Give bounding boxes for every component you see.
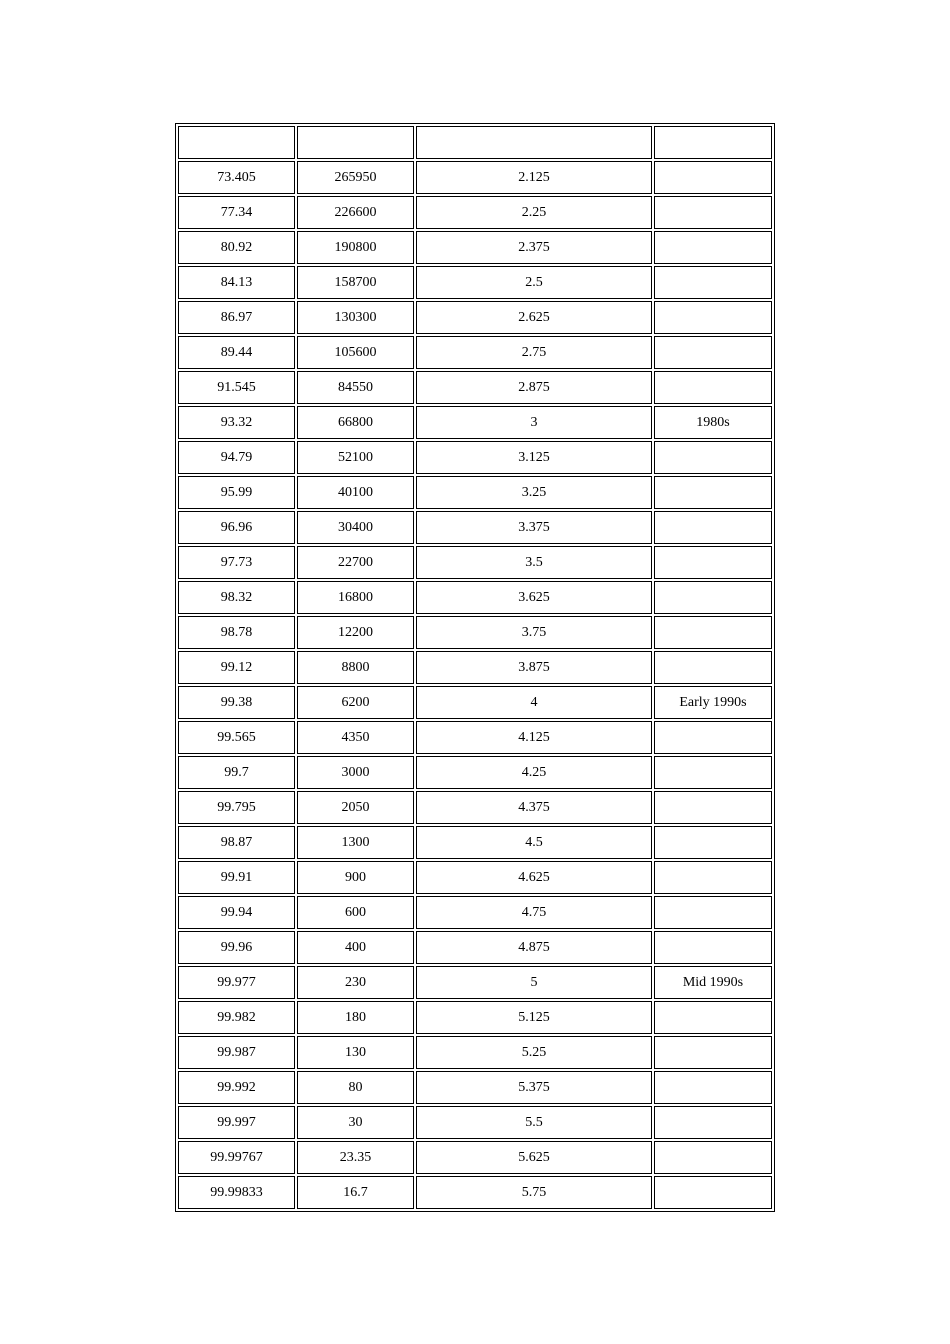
table-cell: 3.125 bbox=[416, 441, 652, 474]
table-cell: 2.5 bbox=[416, 266, 652, 299]
table-cell: 4.625 bbox=[416, 861, 652, 894]
table-cell: 3000 bbox=[297, 756, 414, 789]
table-cell: 265950 bbox=[297, 161, 414, 194]
table-row bbox=[178, 966, 772, 999]
table-cell bbox=[654, 896, 772, 929]
table-cell: 2.625 bbox=[416, 301, 652, 334]
table-cell: 900 bbox=[297, 861, 414, 894]
table-cell: 105600 bbox=[297, 336, 414, 369]
table-row bbox=[178, 686, 772, 719]
table-row bbox=[178, 1176, 772, 1209]
table-cell: 30400 bbox=[297, 511, 414, 544]
table-cell: 89.44 bbox=[178, 336, 295, 369]
table-row bbox=[178, 616, 772, 649]
table-cell bbox=[654, 1141, 772, 1174]
table-cell bbox=[654, 476, 772, 509]
table-cell: 80.92 bbox=[178, 231, 295, 264]
table-row bbox=[178, 476, 772, 509]
table-cell: 2.875 bbox=[416, 371, 652, 404]
table-cell bbox=[654, 931, 772, 964]
table-cell bbox=[654, 826, 772, 859]
table-cell: 4.75 bbox=[416, 896, 652, 929]
table-cell bbox=[654, 1176, 772, 1209]
table-cell: 3.375 bbox=[416, 511, 652, 544]
table-cell: 130300 bbox=[297, 301, 414, 334]
table-cell: 97.73 bbox=[178, 546, 295, 579]
table-cell: 5.625 bbox=[416, 1141, 652, 1174]
table-cell bbox=[654, 861, 772, 894]
table-row bbox=[178, 826, 772, 859]
table-cell: 99.7 bbox=[178, 756, 295, 789]
table-cell: 99.982 bbox=[178, 1001, 295, 1034]
table-cell: 4.375 bbox=[416, 791, 652, 824]
table-row bbox=[178, 161, 772, 194]
header-cell bbox=[654, 126, 772, 159]
table-cell: 2.125 bbox=[416, 161, 652, 194]
table-cell: 230 bbox=[297, 966, 414, 999]
table-cell bbox=[654, 196, 772, 229]
table-cell: 4.875 bbox=[416, 931, 652, 964]
table-cell: 96.96 bbox=[178, 511, 295, 544]
table-row bbox=[178, 546, 772, 579]
table-cell: 99.795 bbox=[178, 791, 295, 824]
table-cell bbox=[654, 301, 772, 334]
table-row bbox=[178, 1106, 772, 1139]
table-cell bbox=[654, 616, 772, 649]
table-cell bbox=[654, 651, 772, 684]
table-cell: 6200 bbox=[297, 686, 414, 719]
table-cell bbox=[654, 161, 772, 194]
table-cell: 77.34 bbox=[178, 196, 295, 229]
table-row bbox=[178, 511, 772, 544]
table-row bbox=[178, 791, 772, 824]
table-cell: 66800 bbox=[297, 406, 414, 439]
table-cell bbox=[654, 1106, 772, 1139]
table-cell bbox=[654, 721, 772, 754]
table-cell: 52100 bbox=[297, 441, 414, 474]
table-cell: 99.565 bbox=[178, 721, 295, 754]
table-cell: 22700 bbox=[297, 546, 414, 579]
table-cell bbox=[654, 756, 772, 789]
table-row bbox=[178, 1141, 772, 1174]
table-cell: 99.12 bbox=[178, 651, 295, 684]
header-cell bbox=[297, 126, 414, 159]
table-cell: 3.875 bbox=[416, 651, 652, 684]
table-row bbox=[178, 861, 772, 894]
table-cell: 40100 bbox=[297, 476, 414, 509]
table-cell: 99.38 bbox=[178, 686, 295, 719]
table-cell: 4350 bbox=[297, 721, 414, 754]
table-cell: 98.32 bbox=[178, 581, 295, 614]
table-cell: 93.32 bbox=[178, 406, 295, 439]
table-cell bbox=[654, 1071, 772, 1104]
table-cell bbox=[654, 1001, 772, 1034]
table-cell: 190800 bbox=[297, 231, 414, 264]
table-cell: 30 bbox=[297, 1106, 414, 1139]
table-cell bbox=[654, 266, 772, 299]
table-cell: 226600 bbox=[297, 196, 414, 229]
table-row bbox=[178, 231, 772, 264]
table-cell: 99.977 bbox=[178, 966, 295, 999]
table-cell: 2050 bbox=[297, 791, 414, 824]
table-cell: Early 1990s bbox=[654, 686, 772, 719]
table-row bbox=[178, 196, 772, 229]
table-cell: 99.997 bbox=[178, 1106, 295, 1139]
table-row bbox=[178, 721, 772, 754]
table-cell: 4.125 bbox=[416, 721, 652, 754]
table-cell: 600 bbox=[297, 896, 414, 929]
table-cell: 3 bbox=[416, 406, 652, 439]
table-row bbox=[178, 651, 772, 684]
table-cell: 180 bbox=[297, 1001, 414, 1034]
table-cell bbox=[654, 581, 772, 614]
table-row bbox=[178, 1036, 772, 1069]
table-cell: 80 bbox=[297, 1071, 414, 1104]
table-cell: 99.91 bbox=[178, 861, 295, 894]
table-row bbox=[178, 266, 772, 299]
table-row bbox=[178, 896, 772, 929]
table-cell bbox=[654, 371, 772, 404]
table-row bbox=[178, 756, 772, 789]
header-cell bbox=[416, 126, 652, 159]
table-cell: 95.99 bbox=[178, 476, 295, 509]
table-row bbox=[178, 581, 772, 614]
table-cell: 1300 bbox=[297, 826, 414, 859]
table-cell: 84.13 bbox=[178, 266, 295, 299]
table-cell: 2.375 bbox=[416, 231, 652, 264]
table-cell: 3.25 bbox=[416, 476, 652, 509]
table-cell: 5.125 bbox=[416, 1001, 652, 1034]
table-cell: 91.545 bbox=[178, 371, 295, 404]
table-cell: 99.99767 bbox=[178, 1141, 295, 1174]
table-row bbox=[178, 336, 772, 369]
table-cell: 3.5 bbox=[416, 546, 652, 579]
table-cell bbox=[654, 441, 772, 474]
table-cell: 16800 bbox=[297, 581, 414, 614]
table-row bbox=[178, 1001, 772, 1034]
table-cell: 3.625 bbox=[416, 581, 652, 614]
table-cell: 400 bbox=[297, 931, 414, 964]
table-cell: 5.75 bbox=[416, 1176, 652, 1209]
table-cell: 2.25 bbox=[416, 196, 652, 229]
table-cell: 4 bbox=[416, 686, 652, 719]
table-cell bbox=[654, 1036, 772, 1069]
table-cell bbox=[654, 336, 772, 369]
table-cell: 99.94 bbox=[178, 896, 295, 929]
table-row bbox=[178, 1071, 772, 1104]
table-cell: 16.7 bbox=[297, 1176, 414, 1209]
table-cell: 99.992 bbox=[178, 1071, 295, 1104]
table-cell: 1980s bbox=[654, 406, 772, 439]
table-cell: 12200 bbox=[297, 616, 414, 649]
table-cell: 73.405 bbox=[178, 161, 295, 194]
table-row bbox=[178, 931, 772, 964]
table-cell bbox=[654, 511, 772, 544]
table-row bbox=[178, 301, 772, 334]
table-cell: 5.5 bbox=[416, 1106, 652, 1139]
table-cell: 8800 bbox=[297, 651, 414, 684]
table-cell: 5 bbox=[416, 966, 652, 999]
table-cell: 5.375 bbox=[416, 1071, 652, 1104]
table-cell: 98.87 bbox=[178, 826, 295, 859]
table-cell: 84550 bbox=[297, 371, 414, 404]
table-cell: 4.25 bbox=[416, 756, 652, 789]
table-row bbox=[178, 441, 772, 474]
data-table bbox=[175, 123, 775, 1212]
table-cell bbox=[654, 546, 772, 579]
table-cell bbox=[654, 231, 772, 264]
table-cell: 2.75 bbox=[416, 336, 652, 369]
table-row bbox=[178, 371, 772, 404]
table-cell: 4.5 bbox=[416, 826, 652, 859]
table-cell: 3.75 bbox=[416, 616, 652, 649]
table-cell: 99.96 bbox=[178, 931, 295, 964]
table-cell bbox=[654, 791, 772, 824]
table-cell: 5.25 bbox=[416, 1036, 652, 1069]
table-row bbox=[178, 406, 772, 439]
table-cell: 99.99833 bbox=[178, 1176, 295, 1209]
table-cell: 98.78 bbox=[178, 616, 295, 649]
table-cell: 94.79 bbox=[178, 441, 295, 474]
header-cell bbox=[178, 126, 295, 159]
table-cell: 158700 bbox=[297, 266, 414, 299]
table-cell: Mid 1990s bbox=[654, 966, 772, 999]
table-body bbox=[178, 126, 772, 1209]
table-cell: 99.987 bbox=[178, 1036, 295, 1069]
table-cell: 86.97 bbox=[178, 301, 295, 334]
table-header-row bbox=[178, 126, 772, 159]
table-cell: 130 bbox=[297, 1036, 414, 1069]
table-cell: 23.35 bbox=[297, 1141, 414, 1174]
